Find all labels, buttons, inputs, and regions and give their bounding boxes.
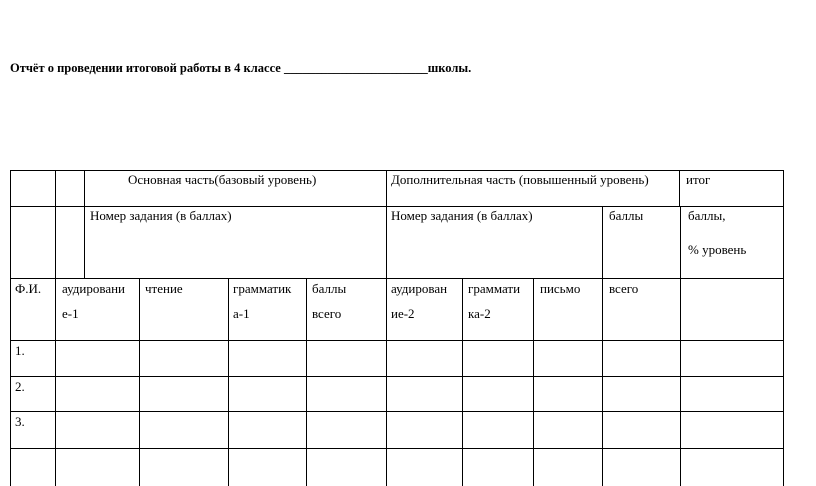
col-listening2-line2: ие-2	[391, 306, 415, 321]
col-writing: письмо	[540, 281, 581, 296]
col-listening1-line2: е-1	[62, 306, 79, 321]
header-basic-tasks: Номер задания (в баллах)	[90, 208, 232, 223]
table-row-number: 1.	[15, 343, 25, 358]
report-title: Отчёт о проведении итоговой работы в 4 классе _______________________школы.	[10, 61, 472, 75]
col-fio: Ф.И.	[15, 281, 42, 296]
col-listening1-line1: аудировани	[62, 281, 126, 296]
header-points: баллы	[609, 208, 644, 223]
col-grammar1-line2: а-1	[233, 306, 250, 321]
table-row-number: 2.	[15, 379, 25, 394]
header-total-points: баллы,	[688, 208, 726, 223]
header-total: итог	[686, 172, 711, 187]
col-listening2-line1: аудирован	[391, 281, 448, 296]
table-row-number: 3.	[15, 414, 25, 429]
col-grammar2-line1: граммати	[468, 281, 521, 296]
col-points-line2: всего	[312, 306, 342, 321]
col-grammar1-line1: грамматик	[233, 281, 292, 296]
header-basic-part: Основная часть(базовый уровень)	[128, 172, 317, 187]
col-grammar2-line2: ка-2	[468, 306, 491, 321]
col-reading: чтение	[145, 281, 183, 296]
col-total: всего	[609, 281, 639, 296]
header-extra-part: Дополнительная часть (повышенный уровень)	[391, 172, 649, 187]
header-extra-tasks: Номер задания (в баллах)	[391, 208, 533, 223]
col-points-line1: баллы	[312, 281, 347, 296]
header-total-level: % уровень	[688, 242, 747, 257]
